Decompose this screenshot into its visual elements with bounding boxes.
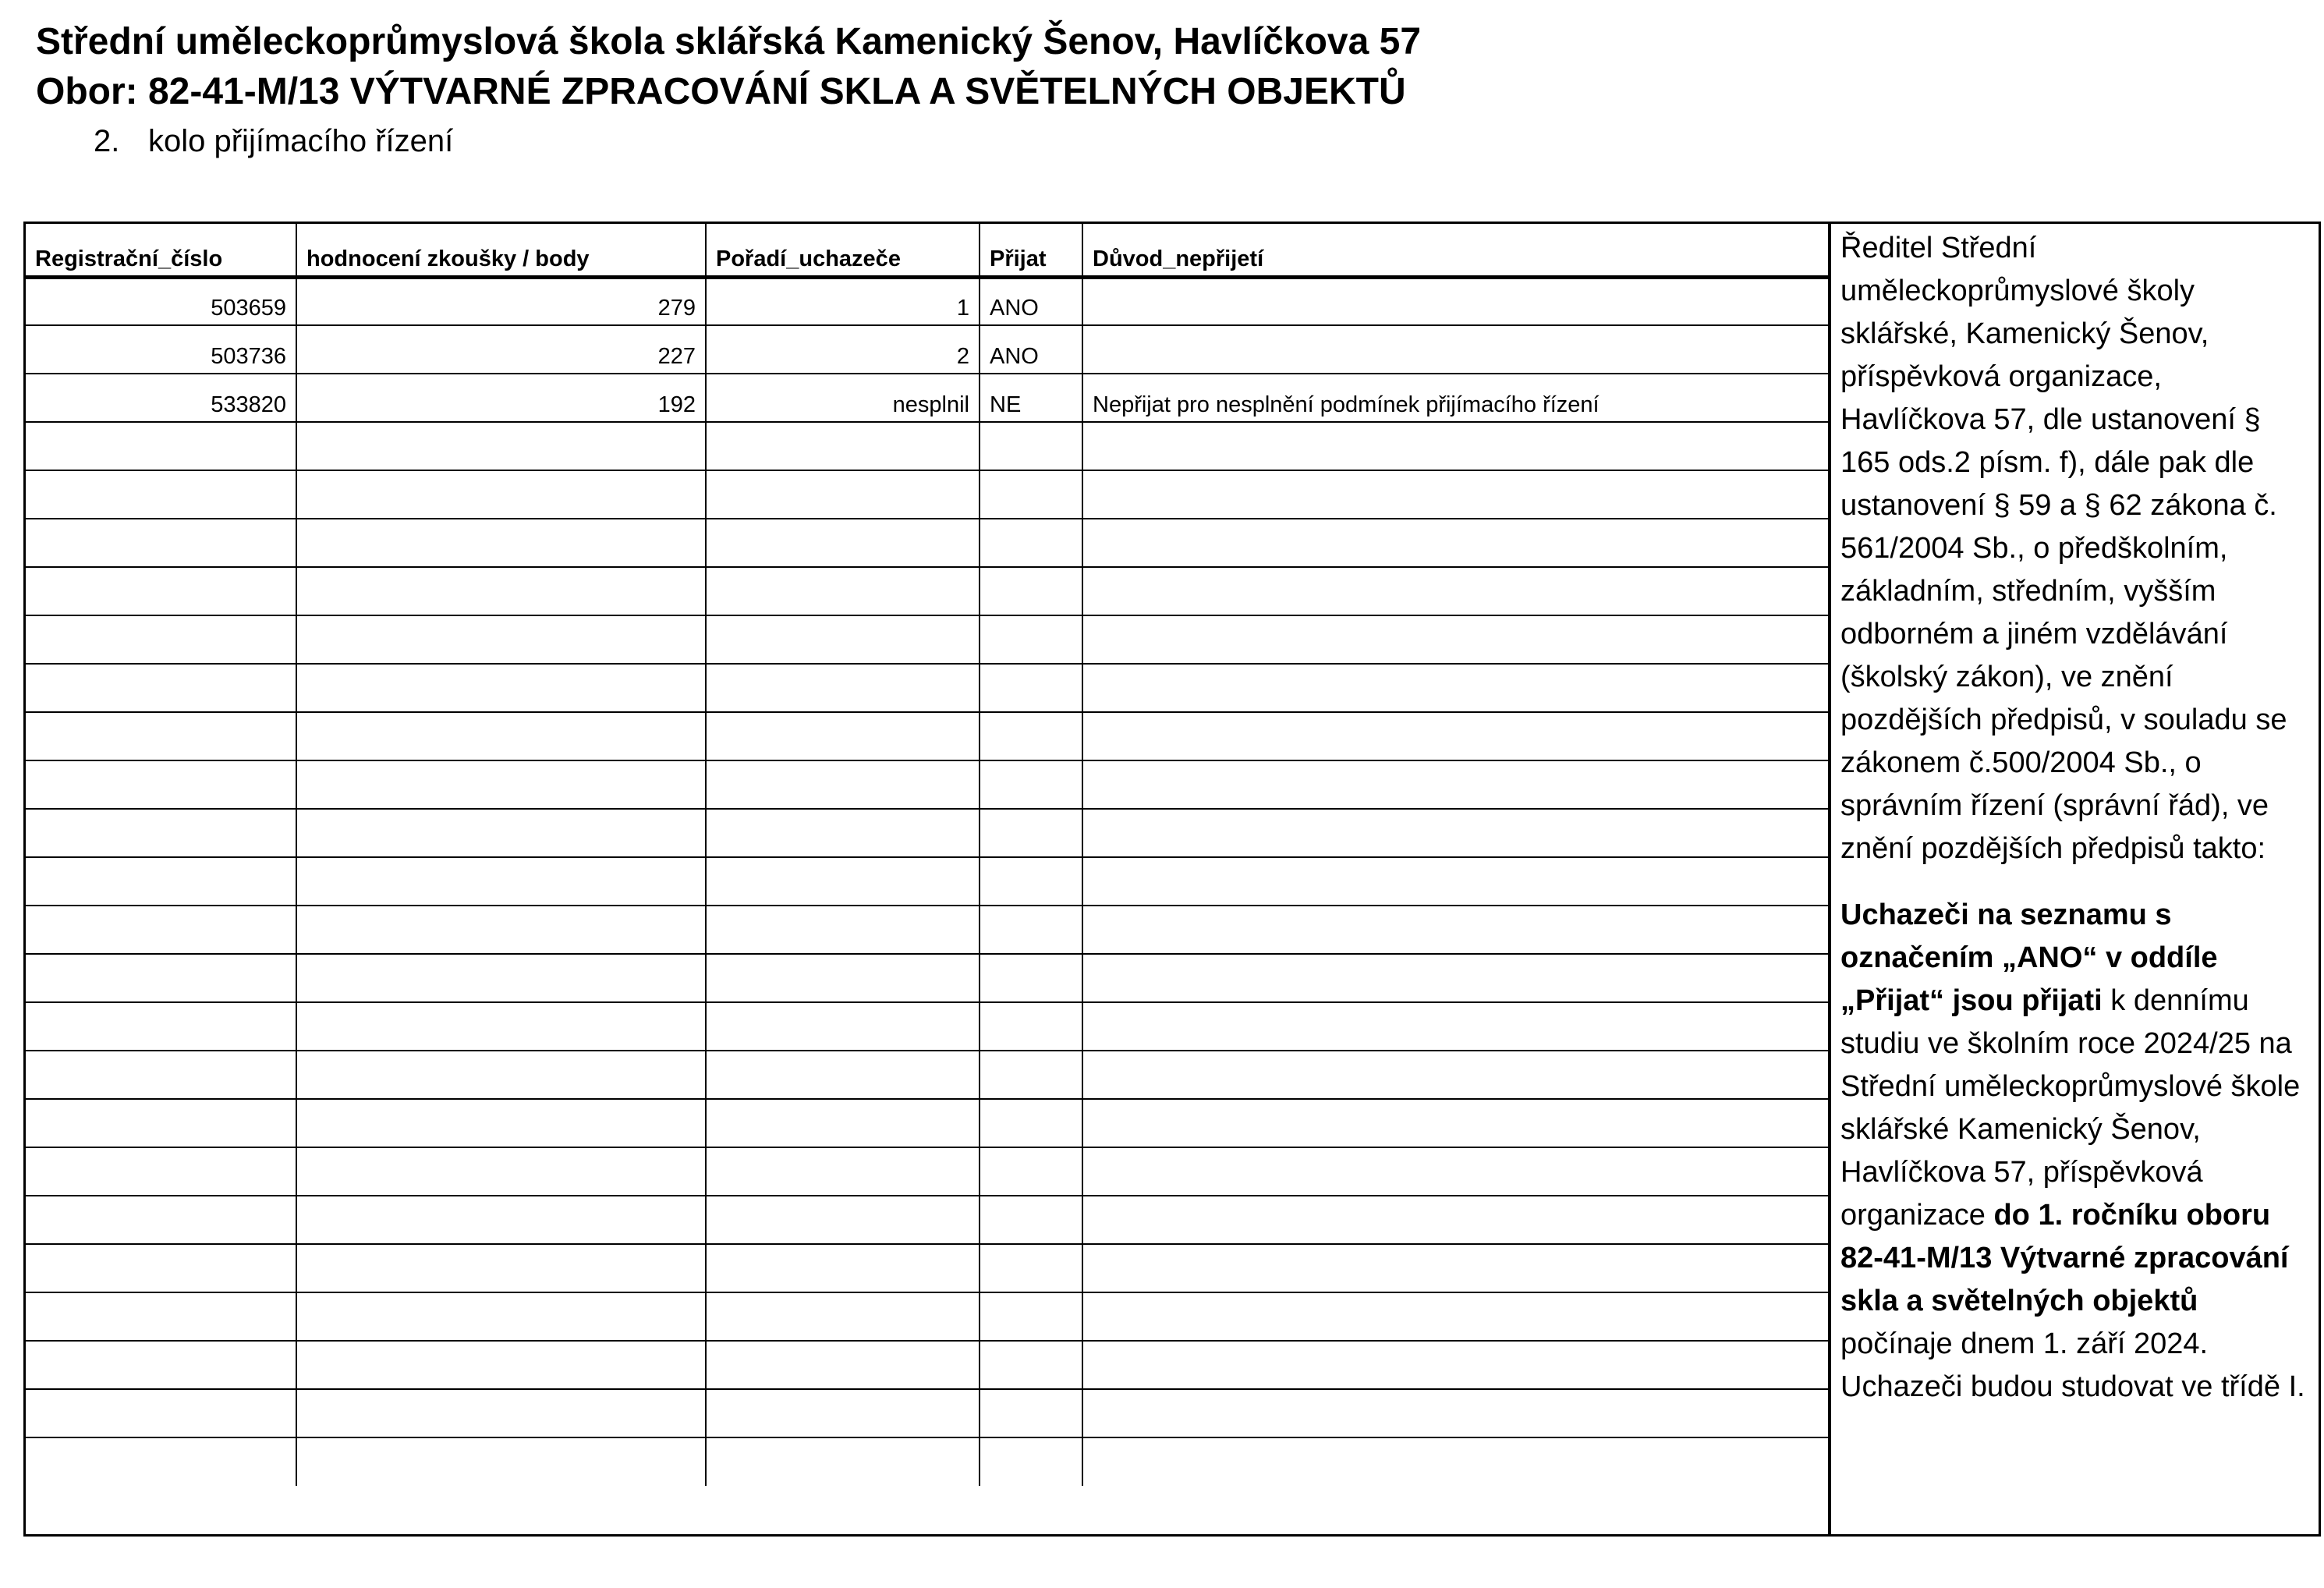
col-header-registration: Registrační_číslo [26,224,296,277]
cell-registration: 533820 [26,374,296,422]
cell-admitted [980,1196,1082,1244]
cell-reason [1082,1099,1828,1147]
cell-reason [1082,1389,1828,1437]
cell-score: 279 [296,277,706,325]
cell-registration [26,1389,296,1437]
decision-bold-field: do 1. ročníku oboru 82-41-M/13 Výtvarné zpracování skla a světelných objektů [1840,1199,2289,1317]
cell-admitted [980,567,1082,615]
cell-rank [706,760,980,809]
cell-registration [26,906,296,954]
decision-panel [1828,224,2321,1534]
cell-rank [706,519,980,567]
table-row [26,664,1828,712]
table-row [26,1147,1828,1196]
cell-registration [26,712,296,760]
cell-rank [706,1389,980,1437]
cell-score [296,954,706,1002]
cell-rank [706,906,980,954]
col-header-reason: Důvod_nepřijetí [1082,224,1828,277]
cell-score [296,567,706,615]
cell-reason [1082,857,1828,906]
cell-registration [26,567,296,615]
cell-rank [706,1341,980,1389]
cell-admitted [980,470,1082,519]
cell-registration [26,1147,296,1196]
cell-reason [1082,1244,1828,1292]
cell-score [296,1389,706,1437]
table-row [26,422,1828,470]
cell-admitted [980,1147,1082,1196]
cell-admitted [980,1051,1082,1099]
document-header [36,17,2282,162]
table-row [26,325,1828,374]
cell-admitted [980,422,1082,470]
table-row [26,809,1828,857]
cell-reason [1082,422,1828,470]
cell-score [296,1292,706,1341]
table-row [26,954,1828,1002]
cell-rank [706,1292,980,1341]
cell-registration [26,1099,296,1147]
cell-rank [706,809,980,857]
cell-reason [1082,277,1828,325]
cell-registration [26,857,296,906]
cell-rank [706,1099,980,1147]
cell-score [296,760,706,809]
results-table [26,224,1828,1486]
cell-registration [26,470,296,519]
cell-rank [706,857,980,906]
cell-reason [1082,470,1828,519]
cell-reason [1082,1292,1828,1341]
cell-admitted [980,712,1082,760]
col-header-rank: Pořadí_uchazeče [706,224,980,277]
table-row [26,1196,1828,1244]
cell-rank [706,1051,980,1099]
cell-registration [26,1051,296,1099]
cell-score [296,1147,706,1196]
cell-score [296,906,706,954]
cell-rank [706,1002,980,1051]
cell-admitted: ANO [980,325,1082,374]
cell-reason [1082,760,1828,809]
table-row [26,1437,1828,1486]
cell-registration [26,1196,296,1244]
cell-registration [26,1002,296,1051]
decision-text-end: počínaje dnem 1. září 2024. Uchazeči budou studovat ve třídě I. [1840,1327,2305,1403]
cell-reason [1082,712,1828,760]
cell-rank [706,1244,980,1292]
cell-score [296,422,706,470]
cell-admitted [980,519,1082,567]
cell-admitted: NE [980,374,1082,422]
cell-admitted [980,1437,1082,1486]
cell-reason: Nepřijat pro nesplnění podmínek přijímacího řízení [1082,374,1828,422]
round-subtitle [36,120,2282,162]
table-row [26,1099,1828,1147]
cell-score [296,1051,706,1099]
cell-admitted [980,1389,1082,1437]
table-row [26,760,1828,809]
school-title: Střední uměleckoprůmyslová škola sklářská Kamenický Šenov, Havlíčkova 57 [36,21,1422,62]
table-header-row [26,224,1828,277]
cell-score: 227 [296,325,706,374]
cell-reason [1082,1002,1828,1051]
round-text: kolo přijímacího řízení [148,124,454,158]
cell-reason [1082,1147,1828,1196]
cell-reason [1082,325,1828,374]
table-row [26,1244,1828,1292]
cell-score [296,1099,706,1147]
cell-registration: 503659 [26,277,296,325]
cell-rank [706,615,980,664]
cell-reason [1082,664,1828,712]
table-row [26,470,1828,519]
table-row [26,712,1828,760]
cell-registration [26,615,296,664]
cell-registration [26,422,296,470]
cell-registration [26,809,296,857]
round-number: 2. [94,124,120,158]
cell-rank [706,422,980,470]
cell-score [296,1244,706,1292]
cell-rank [706,470,980,519]
cell-admitted [980,1292,1082,1341]
table-row [26,519,1828,567]
cell-score [296,857,706,906]
field-title: Obor: 82-41-M/13 VÝTVARNÉ ZPRACOVÁNÍ SKLA A SVĚTELNÝCH OBJEKTŮ [36,71,1406,112]
cell-rank: 2 [706,325,980,374]
cell-reason [1082,809,1828,857]
table-row [26,1292,1828,1341]
cell-score [296,809,706,857]
cell-score [296,1196,706,1244]
cell-admitted [980,760,1082,809]
cell-score [296,1341,706,1389]
cell-reason [1082,1341,1828,1389]
decision-bold-lead: Uchazeči na seznamu s označením „ANO“ v oddíle „Přijat“ jsou přijati [1840,899,2218,1017]
decision-intro: Ředitel Střední uměleckoprůmyslové školy sklářské, Kamenický Šenov, příspěvková organizace, Havlíčkova 57, dle ustanovení § 165 ods.2 písm. f), dále pak dle ustanovení § 59 a § 62 zákona č. 561/2004 Sb., o předškolním, základním, středním, vyšším odborném a jiném vzdělávání (školský zákon), ve znění pozdějších předpisů, v souladu se zákonem č.500/2004 Sb., o správním řízení (správní řád), ve znění pozdějších předpisů takto: [1840,232,2287,865]
cell-score [296,1002,706,1051]
cell-reason [1082,615,1828,664]
cell-registration [26,664,296,712]
cell-reason [1082,906,1828,954]
cell-rank [706,954,980,1002]
cell-registration [26,1244,296,1292]
cell-admitted [980,664,1082,712]
cell-registration [26,954,296,1002]
col-header-admitted: Přijat [980,224,1082,277]
table-row [26,1341,1828,1389]
cell-registration [26,1437,296,1486]
cell-rank [706,1196,980,1244]
cell-admitted [980,906,1082,954]
results-frame [23,222,2321,1537]
table-row [26,857,1828,906]
cell-reason [1082,1196,1828,1244]
table-row [26,615,1828,664]
cell-score [296,470,706,519]
cell-admitted: ANO [980,277,1082,325]
cell-admitted [980,954,1082,1002]
cell-reason [1082,519,1828,567]
table-row [26,1051,1828,1099]
cell-score [296,664,706,712]
cell-registration [26,519,296,567]
table-row [26,1002,1828,1051]
table-row [26,1389,1828,1437]
cell-registration [26,760,296,809]
table-row [26,906,1828,954]
cell-score [296,1437,706,1486]
cell-admitted [980,809,1082,857]
cell-admitted [980,1002,1082,1051]
cell-rank [706,1437,980,1486]
cell-score: 192 [296,374,706,422]
cell-score [296,712,706,760]
table-row [26,277,1828,325]
results-body [26,277,1828,1486]
cell-admitted [980,1341,1082,1389]
col-header-score: hodnocení zkoušky / body [296,224,706,277]
table-row [26,374,1828,422]
cell-reason [1082,1437,1828,1486]
cell-rank: nesplnil [706,374,980,422]
cell-admitted [980,857,1082,906]
cell-rank: 1 [706,277,980,325]
cell-admitted [980,1099,1082,1147]
cell-reason [1082,567,1828,615]
cell-admitted [980,615,1082,664]
cell-rank [706,567,980,615]
cell-score [296,519,706,567]
cell-reason [1082,954,1828,1002]
cell-rank [706,712,980,760]
cell-registration [26,1292,296,1341]
cell-score [296,615,706,664]
cell-rank [706,1147,980,1196]
cell-reason [1082,1051,1828,1099]
table-row [26,567,1828,615]
cell-registration: 503736 [26,325,296,374]
cell-rank [706,664,980,712]
decision-text-mid: k dennímu studiu ve školním roce 2024/25 na Střední uměleckoprůmyslové škole sklářské Kamenický Šenov, Havlíčkova 57, příspěvková organizace [1840,984,2301,1232]
decision-statement [1840,894,2310,1409]
cell-registration [26,1341,296,1389]
cell-admitted [980,1244,1082,1292]
